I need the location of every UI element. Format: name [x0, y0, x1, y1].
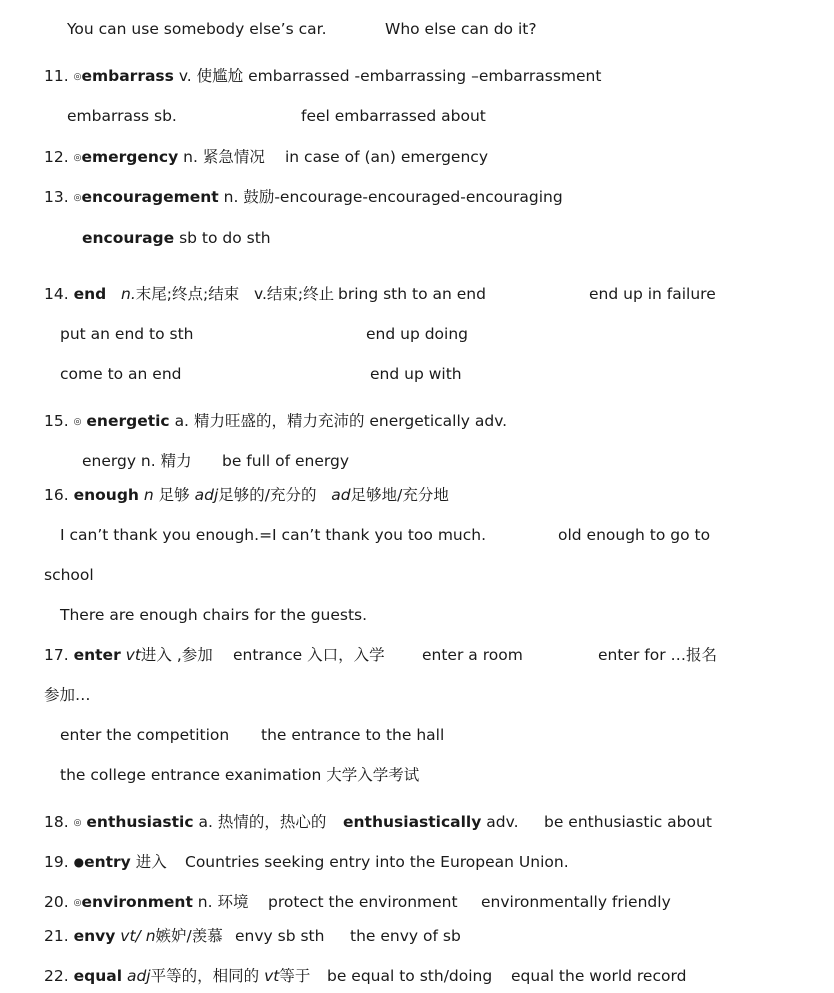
phrase-rest: sb to do sth [179, 229, 271, 247]
part-of-speech: n. [121, 285, 136, 303]
headword: enthusiastic [86, 813, 194, 831]
entry-21 [44, 926, 223, 946]
meaning: 末尾;终点;结束 [135, 285, 240, 303]
entry-number: 19. [44, 853, 69, 871]
part-of-speech: ad [331, 486, 351, 504]
entry-15 [44, 411, 507, 432]
phrase: end up in failure [589, 285, 716, 303]
definition: 使尴尬 embarrassed -embarrassing –embarrassment [196, 67, 602, 85]
phrase: protect the environment [268, 893, 458, 911]
phrase: 参加… [44, 686, 91, 704]
example-sentence: You can use somebody else’s car. [67, 20, 327, 38]
part-of-speech: adj [126, 967, 151, 985]
part-of-speech: adj [194, 486, 219, 504]
phrase: the envy of sb [350, 927, 461, 945]
part-of-speech: a. [198, 813, 213, 831]
part-of-speech: n [143, 486, 154, 504]
entry-22 [44, 966, 310, 986]
meaning: 紧急情况 [202, 148, 265, 166]
meaning: 热情的，热心的 [217, 813, 327, 831]
entry-19 [44, 852, 167, 872]
entry-number: 21. [44, 927, 69, 945]
headword: equal [73, 967, 123, 985]
meaning: 足够 [158, 486, 190, 504]
example-sentence: school [44, 566, 94, 584]
circle-mark-icon: ◎ [73, 818, 82, 828]
part-of-speech: n. [197, 893, 213, 911]
phrase: put an end to sth [60, 325, 194, 343]
meaning: 环境 [217, 893, 249, 911]
headword: enthusiastically [343, 813, 482, 831]
headword: envy [73, 927, 116, 945]
part-of-speech: vt [125, 646, 141, 664]
meaning: 足够地/充分地 [350, 486, 449, 504]
circle-mark-icon: ◎ [73, 72, 82, 82]
phrase: be full of energy [222, 452, 349, 470]
entry-12 [44, 147, 265, 168]
entry-number: 22. [44, 967, 69, 985]
phrase: in case of (an) emergency [285, 148, 488, 166]
example-sentence: Countries seeking entry into the European Union. [185, 853, 569, 871]
headword: environment [81, 893, 193, 911]
entry-16 [44, 485, 449, 505]
definition: entrance 入口，入学 [233, 646, 385, 664]
meaning: 进入 ,参加 [140, 646, 213, 664]
headword: energetic [86, 412, 170, 430]
definition: 鼓励-encourage-encouraged-encouraging [243, 188, 563, 206]
example-sentence: There are enough chairs for the guests. [60, 606, 368, 624]
meaning: 平等的，相同的 [150, 967, 260, 985]
headword: embarrass [81, 67, 174, 85]
entry-number: 18. [44, 813, 69, 831]
phrase: be equal to sth/doing [327, 967, 493, 985]
phrase: be enthusiastic about [544, 813, 712, 831]
entry-18 [44, 812, 326, 833]
entry-number: 11. [44, 67, 69, 85]
part-of-speech: a. [174, 412, 189, 430]
headword: encouragement [81, 188, 219, 206]
part-of-speech: v. [178, 67, 192, 85]
entry-17 [44, 645, 213, 665]
entry-number: 16. [44, 486, 69, 504]
circle-mark-icon: ◎ [73, 417, 82, 427]
entry-number: 17. [44, 646, 69, 664]
circle-mark-icon: ◎ [73, 898, 82, 908]
phrase: bring sth to an end [338, 285, 486, 303]
headword: enough [73, 486, 139, 504]
meaning: 等于 [279, 967, 311, 985]
entry-number: 20. [44, 893, 69, 911]
entry-number: 15. [44, 412, 69, 430]
headword: entry [84, 853, 131, 871]
headword: encourage [82, 229, 175, 247]
part-of-speech: n. [183, 148, 198, 166]
entry-11 [44, 66, 601, 87]
part-of-speech: vt/ n [120, 927, 156, 945]
example-sentence: old enough to go to [558, 526, 711, 544]
headword: end [73, 285, 107, 303]
phrase: come to an end [60, 365, 182, 383]
phrase: end up with [370, 365, 462, 383]
part-of-speech: n. [223, 188, 239, 206]
derived-word [343, 812, 519, 832]
entry-number: 13. [44, 188, 69, 206]
bullet-icon: ● [73, 855, 85, 869]
part-of-speech: adv. [486, 813, 519, 831]
phrase: the college entrance exanimation 大学入学考试 [60, 766, 420, 784]
meaning: 足够的/充分的 [218, 486, 317, 504]
phrase: enter the competition [60, 726, 230, 744]
meaning: v.结束;终止 [254, 285, 335, 303]
entry-13 [44, 187, 563, 208]
headword: enter [73, 646, 121, 664]
phrase: embarrass sb. [67, 107, 177, 125]
part-of-speech: vt [264, 967, 280, 985]
phrase: envy sb sth [235, 927, 325, 945]
headword: emergency [81, 148, 179, 166]
meaning: 嫉妒/羡慕 [155, 927, 223, 945]
example-sentence: I can’t thank you enough.=I can’t thank you too much. [60, 526, 487, 544]
meaning: 精力旺盛的，精力充沛的 [193, 412, 365, 430]
phrase: environmentally friendly [481, 893, 671, 911]
definition: energetically adv. [369, 412, 508, 430]
phrase: feel embarrassed about [301, 107, 486, 125]
phrase: enter for …报名 [598, 646, 718, 664]
phrase: end up doing [366, 325, 469, 343]
entry-14 [44, 284, 334, 304]
phrase [82, 228, 271, 248]
meaning: 进入 [135, 853, 167, 871]
entry-number: 12. [44, 148, 69, 166]
phrase: enter a room [422, 646, 523, 664]
phrase: the entrance to the hall [261, 726, 445, 744]
circle-mark-icon: ◎ [73, 153, 82, 163]
phrase: energy n. 精力 [82, 452, 192, 470]
circle-mark-icon: ◎ [73, 193, 82, 203]
entry-number: 14. [44, 285, 69, 303]
phrase: equal the world record [511, 967, 687, 985]
example-sentence: Who else can do it? [385, 20, 537, 38]
entry-20 [44, 892, 249, 913]
